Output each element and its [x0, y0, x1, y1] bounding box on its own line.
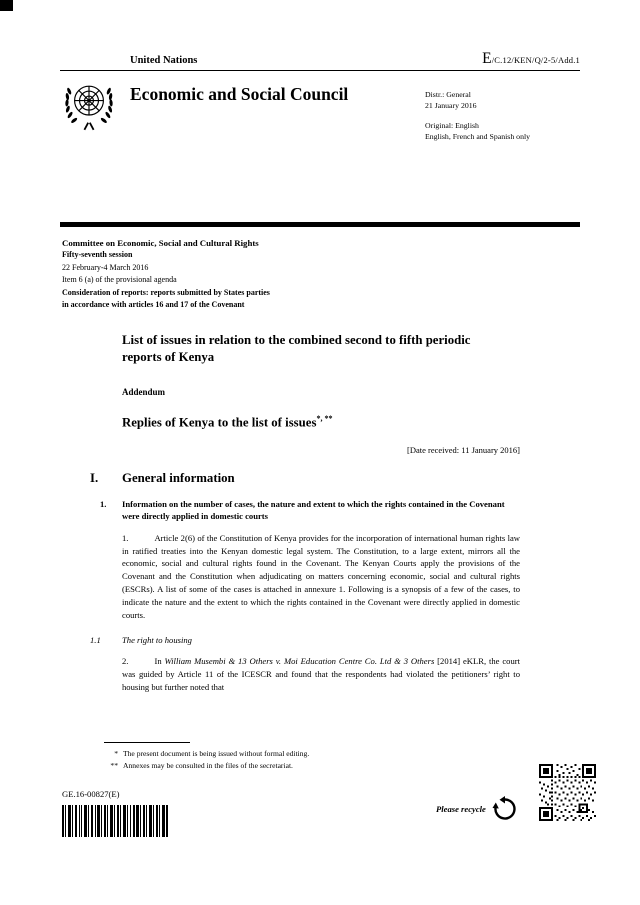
document-symbol — [482, 50, 580, 68]
footnote-rule — [104, 742, 190, 743]
replies-title-text: Replies of Kenya to the list of issues — [122, 415, 317, 430]
qr-code — [539, 764, 596, 826]
committee-name: Committee on Economic, Social and Cultural Rights — [62, 238, 259, 248]
recycle-note — [436, 796, 518, 822]
footnote-mark: ** — [110, 760, 118, 770]
footnote-marks: *, ** — [316, 414, 333, 423]
recycle-icon — [492, 796, 518, 822]
distr-line: Distr.: General — [425, 90, 471, 99]
session-name: Fifty-seventh session — [62, 250, 133, 260]
paragraph-text: Article 2(6) of the Constitution of Kenya provides for the incorporation of international human rights law in ratified treaties into the Kenyan domestic legal system. The Constitution, to a large extent, mirrors all the economic, social and cultural rights found in the Covenant. The Kenyan Courts apply the provisions of the Covenant and the Constitution when adjudicating on matters concerning economic, social and cultural rights (ESCRs). A list of some of the cases is attached in annexure 1. Following is a synopsis of a few of the cases, to indicate the nature and the extent to which the rights contained in the Covenant were directly applied in domestic courts. — [122, 532, 520, 621]
document-title: List of issues in relation to the combined second to fifth periodic reports of Kenya — [122, 333, 471, 364]
paragraph-number: 1. — [122, 532, 129, 543]
date-received: [Date received: 11 January 2016] — [407, 445, 520, 456]
languages-note: English, French and Spanish only — [425, 131, 531, 141]
paragraph-text-pre: In — [154, 656, 165, 667]
paragraph-1 — [122, 532, 520, 622]
footnote-text: The present document is being issued without formal editing. — [123, 749, 310, 758]
addendum-label: Addendum — [122, 387, 166, 397]
session-block — [62, 237, 482, 311]
agenda-title-line2: in accordance with articles 16 and 17 of the Covenant — [62, 300, 245, 310]
section-title: General information — [122, 471, 235, 486]
distribution-block — [425, 90, 585, 142]
subsection-title: The right to housing — [122, 635, 192, 646]
subsection-heading — [90, 635, 520, 646]
scan-corner-mark — [0, 0, 13, 11]
barcode — [62, 805, 168, 842]
paragraph-number: 2. — [122, 656, 129, 667]
question-text: Information on the number of cases, the nature and extent to which the rights contained in the Covenant were directly applied in domestic courts — [122, 499, 505, 522]
symbol-series-letter: E — [482, 50, 492, 67]
ge-number: GE.16-00827(E) — [62, 789, 120, 799]
subsection-number: 1.1 — [90, 635, 101, 646]
footnote-1 — [104, 748, 444, 760]
org-name: United Nations — [130, 55, 198, 66]
replies-title — [122, 414, 520, 430]
spacer — [425, 111, 585, 121]
recycle-label: Please recycle — [436, 804, 486, 814]
barcode-icon — [62, 805, 168, 837]
footnote-mark: * — [114, 749, 118, 758]
paragraph-text-post: [2014] eKLR, the court was guided by Article 11 of the ICESCR and found that the respondents had violated the petitioners’ right to housing but further noted that — [122, 656, 520, 692]
question-heading — [100, 498, 520, 522]
document-header — [60, 50, 580, 68]
section-heading — [90, 471, 520, 486]
session-dates: 22 February-4 March 2016 — [62, 262, 149, 272]
footnote-2 — [104, 760, 444, 772]
section-number: I. — [90, 471, 99, 486]
document-body — [90, 332, 520, 694]
original-language: Original: English — [425, 121, 479, 130]
symbol-number: /C.12/KEN/Q/2-5/Add.1 — [491, 55, 580, 65]
case-citation: William Musembi & 13 Others v. Moi Education Centre Co. Ltd & 3 Others — [164, 656, 435, 667]
agenda-title-line1: Consideration of reports: reports submitted by States parties — [62, 287, 270, 297]
footnote-text: Annexes may be consulted in the files of the secretariat. — [123, 760, 293, 770]
agenda-item: Item 6 (a) of the provisional agenda — [62, 275, 177, 285]
question-number: 1. — [100, 499, 107, 510]
qr-code-icon — [539, 764, 596, 821]
masthead-divider-bar — [60, 222, 580, 227]
un-emblem-icon — [62, 79, 116, 133]
footnotes — [104, 742, 444, 772]
council-title: Economic and Social Council — [130, 84, 349, 104]
distr-date: 21 January 2016 — [425, 100, 477, 110]
header-divider — [60, 70, 580, 71]
paragraph-2 — [122, 655, 520, 694]
un-emblem — [62, 79, 116, 133]
